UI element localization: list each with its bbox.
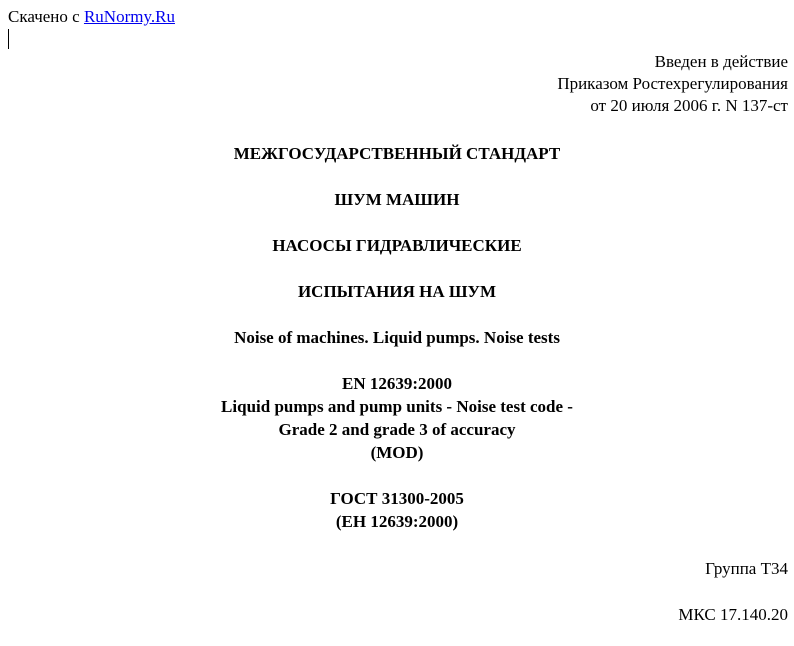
subject-title: ИСПЫТАНИЯ НА ШУМ [297, 282, 497, 301]
gost-block [0, 487, 794, 533]
en-standard-code: EN 12639:2000 [341, 374, 453, 393]
en-standard-title-line-2: Grade 2 and grade 3 of accuracy [278, 420, 516, 439]
en-standard-title-line-1: Liquid pumps and pump units - Noise test code - [221, 397, 573, 416]
en-standard-block [0, 372, 794, 464]
en-standard-mod: (MOD) [370, 443, 424, 462]
approval-line-1: Введен в действие [654, 52, 788, 71]
approval-line-3: от 20 июля 2006 г. N 137-ст [590, 96, 788, 115]
group-label: Группа Т34 [705, 559, 788, 578]
english-title: Noise of machines. Liquid pumps. Noise tests [234, 328, 560, 347]
source-link[interactable]: RuNormy.Ru [83, 7, 175, 26]
source-prefix: Скачено с [8, 7, 80, 26]
main-title: ШУМ МАШИН [334, 190, 460, 209]
standard-type-heading: МЕЖГОСУДАРСТВЕННЫЙ СТАНДАРТ [233, 144, 561, 163]
mks-label: МКС 17.140.20 [678, 605, 788, 624]
sub-title: НАСОСЫ ГИДРАВЛИЧЕСКИЕ [272, 236, 522, 255]
gost-equivalent: (ЕН 12639:2000) [335, 512, 459, 531]
approval-block [557, 51, 788, 117]
text-cursor [8, 29, 9, 49]
gost-code: ГОСТ 31300-2005 [330, 489, 464, 508]
approval-line-2: Приказом Ростехрегулирования [557, 74, 788, 93]
source-note [8, 5, 175, 28]
